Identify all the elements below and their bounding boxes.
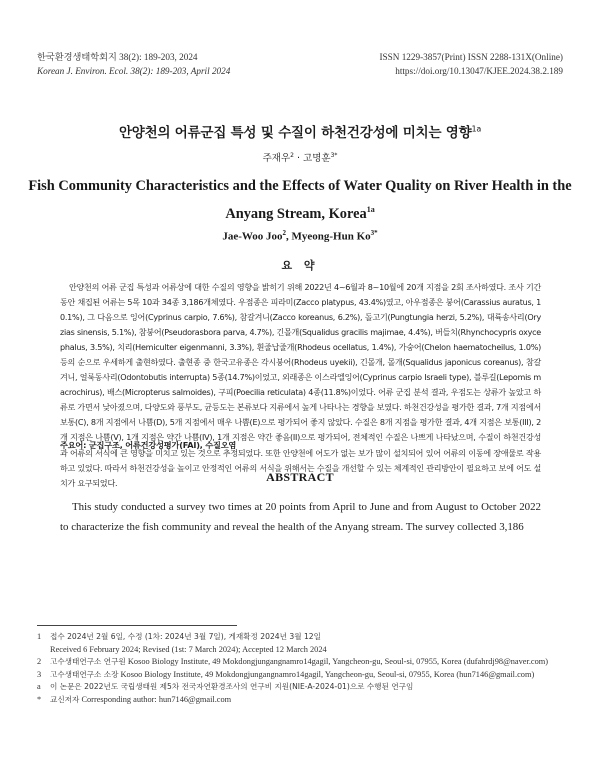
author-2-ko-sup: 3* <box>330 151 338 159</box>
journal-citation-ko: 한국환경생태학회지 38(2): 189-203, 2024 <box>37 52 198 62</box>
author-1-ko-sup: 2 <box>290 151 294 159</box>
footnote-ko: 접수 2024년 2월 6일, 수정 (1차: 2024년 3월 7일), 게재확정 2024년 3월 12일 <box>50 632 321 641</box>
author-2-en-sup: 3* <box>370 229 378 237</box>
abstract-ko-heading: 요 약 <box>281 259 319 272</box>
footnote-en: Kosoo Biology Institute, 49 Mokdongjungangnamro14gagil, Yangcheon-gu, Seoul-si, 07955, Korea (dufahrdj98@naver.com) <box>127 657 549 667</box>
footnote-ko: 고수생태연구소 연구원 <box>50 657 126 667</box>
issn: ISSN 1229-3857(Print) ISSN 2288-131X(Online) <box>379 52 563 62</box>
author-2-ko: 고명훈 <box>303 153 331 164</box>
footnote <box>37 694 565 707</box>
footnote-en: Kosoo Biology Institute, 49 Mokdongjungangnamro14gagil, Yangcheon-gu, Seoul-si, 07955, Korea (hun7146@gmail.com) <box>120 669 535 679</box>
footnote <box>37 681 565 694</box>
abstract-korean-text: 안양천의 어류 군집 특성과 어류상에 대한 수질의 영향을 밝히기 위해 2022년 4~6월과 8~10월에 20개 지점을 2회 조사하였다. 조사 기간 동안 채집된 어류는 5목 10과 34종 3,186개체였다. 우점종은 피라미(Zacco platypus, 43.4%)였고, 아우점종은 붕어(Carassius auratus, 10.1%), 그 다음으로 잉어(Cyprinus carpio, 7.6%), 참갈겨니(Zacco koreanus, 6.2%), 돌고기(Pungtungia herzi, 5.2%), 대륙송사리(Oryzias sinensis, 5.1%), 참붕어(Pseudorasbora parva, 4.7%), 긴몰개(Squalidus gracilis majimae, 4.4%), 버들치(Rhynchocypris oxycephalus, 3.5%), 치리(Hemiculter eigenmanni, 3.3%), 흰줄납줄개(Rhodeus ocellatus, 1.4%), 가숭어(Chelon haematocheilus, 1.0%) 등의 순으로 우세하게 출현하였다. 출현종 중 한국고유종은 각시붕어(Rhodeus uyekii), 긴몰개, 몰개(Squalidus japonicus coreanus), 참갈겨니, 얼룩동사리(Odontobutis interrupta) 5종(14.7%)이었고, 외래종은 이스라엘잉어(Cyprinus carpio Israeli type), 블루길(Lepomis macrochirus), 배스(Micropterus salmoides), 구피(Poecilia reticulata) 4종(11.8%)이었다. 어류 군집 분석 결과, 우점도는 상류가 높았고 하류로 가면서 낮아졌으며, 다양도와 풍부도, 균등도는 본류보다 지류에서 높게 나타나는 경향을 보였다. 하천건강성을 평가한 결과, 7개 지점에서 보통(C), 8개 지점에서 나쁨(D), 5개 지점에서 매우 나쁨(E)으로 평가되어 좋지 않았다. 수질은 8개 지점을 평가한 결과, 4개 지점은 보통(III), 2개 지점은 나쁨(V), 1개 지점은 약간 나쁨(IV), 1개 지점은 약간 좋음(II)으로 평가되어, 전체적인 수질은 나쁘게 나타났으며, 수질이 하천건강성과 어류의 서식에 큰 영향을 미치고 있는 것으로 추정되었다. 또한 안양천에 어도가 없는 보가 많이 설치되어 있어 어류의 이동에 장애물로 작용하고 있었다. 따라서 하천건강성을 높이고 안정적인 어류의 서식을 위해서는 수질을 개선할 수 있는 체계적인 관리방안이 필요하고 보에 어도 설치가 요구되었다. <box>60 283 541 488</box>
author-separator-ko: · <box>293 153 304 164</box>
authors-english <box>0 229 600 243</box>
journal-header-right <box>380 50 564 78</box>
authors-korean <box>0 150 600 164</box>
title-english <box>28 175 572 226</box>
footnote-ko: 교신저자 <box>50 694 80 704</box>
author-separator-en: , <box>286 230 292 243</box>
title-korean-text: 안양천의 어류군집 특성 및 수질이 하천건강성에 미치는 영향 <box>118 125 472 141</box>
abstract-korean <box>60 280 541 491</box>
footnote-ko: 이 논문은 2022년도 국립생태원 제5차 전국자연환경조사의 연구비 지원(NIE-A-2024-01)으로 수행된 연구임 <box>50 682 414 692</box>
author-2-en: Myeong-Hun Ko <box>291 230 371 243</box>
keywords-korean: 주요어: 군집구조, 어류건강성평가(FAI), 수질오염 <box>60 440 237 450</box>
abstract-en-heading: ABSTRACT <box>266 470 334 484</box>
abstract-english <box>60 497 541 537</box>
abstract-english-text: This study conducted a survey two times at 20 points from April to June and from August to October 2022 to characterize the fish community and reveal the health of the Anyang stream. The survey collected 3,186 <box>60 501 541 533</box>
footnote-mark: * <box>37 694 42 704</box>
footnote-en: Corresponding author: hun7146@gmail.com <box>81 694 232 704</box>
journal-citation-en: Korean J. Environ. Ecol. 38(2): 189-203, April 2024 <box>37 66 231 76</box>
footnote-mark: 2 <box>37 657 42 667</box>
footnote-en: Received 6 February 2024; Revised (1st: 7 March 2024); Accepted 12 March 2024 <box>50 644 327 654</box>
footnote-mark: a <box>37 682 41 692</box>
title-korean <box>30 121 570 141</box>
journal-header-left <box>37 50 230 78</box>
author-1-ko: 주재우 <box>262 153 291 164</box>
footnote <box>37 656 565 669</box>
footnote-mark: 3 <box>37 669 42 679</box>
footnotes <box>37 631 565 707</box>
footnote-divider <box>37 625 237 626</box>
footnote-mark: 1 <box>37 632 42 641</box>
doi-link[interactable]: https://doi.org/10.13047/KJEE.2024.38.2.189 <box>395 66 563 76</box>
author-1-en-sup: 2 <box>282 229 287 237</box>
title-english-text: Fish Community Characteristics and the Effects of Water Quality on River Health in the Anyang Stream, Korea <box>28 178 572 222</box>
footnote <box>37 631 565 656</box>
title-english-sup: 1a <box>366 205 375 214</box>
title-korean-sup: 1a <box>471 124 482 134</box>
footnote <box>37 669 565 682</box>
footnote-ko: 고수생태연구소 소장 <box>50 669 119 679</box>
author-1-en: Jae-Woo Joo <box>222 230 283 243</box>
